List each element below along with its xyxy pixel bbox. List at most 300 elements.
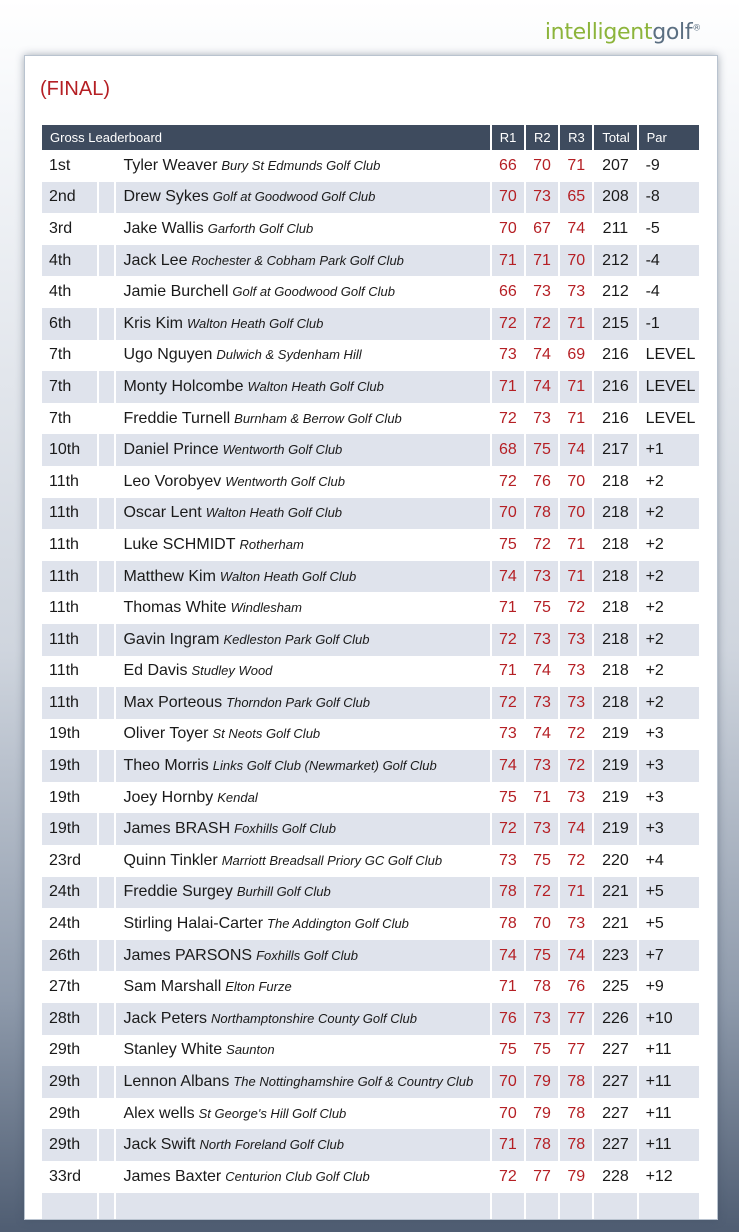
player-name: Monty Holcombe [123,377,244,395]
round3-score: 73 [560,908,592,940]
position-cell: 2nd [42,182,97,214]
par-score: +3 [639,719,699,751]
total-score: 227 [594,1129,636,1161]
player-name: Jake Wallis [123,219,204,237]
position-cell: 11th [42,466,97,498]
round2-score: 74 [526,371,558,403]
player-cell [116,750,489,782]
round2-score: 75 [526,940,558,972]
round1-score: 71 [492,1129,524,1161]
position-cell: 11th [42,624,97,656]
table-row [42,561,699,593]
spacer-cell [99,561,114,593]
club-name: Kendal [217,789,258,805]
round2-score: 73 [526,276,558,308]
player-cell [116,971,489,1003]
player-name: Leo Vorobyev [123,472,222,490]
player-name: Alex wells [123,1104,195,1122]
table-row [42,845,699,877]
total-score: 219 [594,719,636,751]
player-cell [116,908,489,940]
club-name: Kedleston Park Golf Club [223,631,370,647]
position-cell: 24th [42,908,97,940]
round2-score: 79 [526,1066,558,1098]
spacer-cell [99,1161,114,1193]
player-cell [116,213,489,245]
par-score: +11 [639,1129,699,1161]
player-cell [116,656,489,688]
spacer-cell [99,498,114,530]
round3-score: 71 [560,529,592,561]
club-name: The Nottinghamshire Golf & Country Club [233,1074,474,1090]
table-row [42,182,699,214]
logo-part2: golf [652,20,693,45]
club-name: Garforth Golf Club [207,220,314,236]
player-name: Kris Kim [123,314,183,332]
par-score: LEVEL [639,371,699,403]
par-score: LEVEL [639,403,699,435]
table-row [42,150,699,182]
round2-score: 78 [526,498,558,530]
table-row [42,213,699,245]
club-name: Links Golf Club (Newmarket) Golf Club [212,758,437,774]
position-cell: 3rd [42,213,97,245]
round2-score: 75 [526,1035,558,1067]
round3-score: 72 [560,750,592,782]
table-row [42,371,699,403]
player-name: Gavin Ingram [123,630,220,648]
spacer-cell [99,213,114,245]
position-cell: 11th [42,656,97,688]
spacer-cell [99,845,114,877]
round1-score: 72 [492,624,524,656]
round3-score: 77 [560,1003,592,1035]
player-cell [116,182,489,214]
round1-score: 78 [492,908,524,940]
player-cell [116,813,489,845]
position-cell: 7th [42,340,97,372]
position-cell: 23rd [42,845,97,877]
table-row [42,308,699,340]
total-score: 216 [594,403,636,435]
table-row [42,908,699,940]
round2-score: 78 [526,1129,558,1161]
position-cell: 19th [42,813,97,845]
total-score: 218 [594,466,636,498]
leaderboard-panel [24,55,718,1220]
logo-registered-mark: ® [692,23,701,34]
par-score: +11 [639,1035,699,1067]
round3-score: 72 [560,592,592,624]
spacer-cell [99,971,114,1003]
round3-score: 70 [560,466,592,498]
round1-score: 72 [492,308,524,340]
position-cell: 11th [42,592,97,624]
round1-score: 71 [492,656,524,688]
total-score: 219 [594,750,636,782]
round3-score: 71 [560,150,592,182]
par-score: +7 [639,940,699,972]
player-name: Tyler Weaver [123,156,218,174]
round1-score: 78 [492,877,524,909]
position-cell: 6th [42,308,97,340]
spacer-cell [99,340,114,372]
player-name: Oliver Toyer [123,725,209,743]
round3-score: 73 [560,624,592,656]
par-score: +2 [639,624,699,656]
table-row [42,750,699,782]
total-score: 227 [594,1098,636,1130]
club-name: Marriott Breadsall Priory GC Golf Club [221,852,443,868]
round3-score: 78 [560,1066,592,1098]
round1-score: 73 [492,340,524,372]
table-row [42,1161,699,1193]
spacer-cell [99,403,114,435]
spacer-cell [99,308,114,340]
player-cell [116,308,489,340]
par-score: -1 [639,308,699,340]
player-name: Jack Lee [123,251,188,269]
round2-score: 72 [526,529,558,561]
total-score: 218 [594,529,636,561]
par-score: +5 [639,908,699,940]
spacer-cell [99,1193,114,1220]
table-row [42,466,699,498]
spacer-cell [99,592,114,624]
table-row [42,1035,699,1067]
spacer-cell [99,276,114,308]
spacer-cell [99,1129,114,1161]
club-name: Centurion Club Golf Club [225,1168,370,1184]
player-cell [116,1066,489,1098]
player-name: Jack Peters [123,1009,208,1027]
club-name: Rotherham [239,536,304,552]
position-cell: 29th [42,1035,97,1067]
round3-score: 73 [560,276,592,308]
round2-score: 71 [526,245,558,277]
position-cell: 27th [42,971,97,1003]
round3-score: 71 [560,561,592,593]
player-cell [116,687,489,719]
table-row [42,940,699,972]
round1-score: 71 [492,971,524,1003]
round3-score: 76 [560,971,592,1003]
club-name: Foxhills Golf Club [234,821,337,837]
par-score: +10 [639,1003,699,1035]
par-score: +3 [639,750,699,782]
round3-score: 73 [560,782,592,814]
round3-score: 73 [560,687,592,719]
position-cell: 11th [42,561,97,593]
player-name: Sam Marshall [123,978,222,996]
table-row [42,1098,699,1130]
club-name: Windlesham [230,600,302,616]
player-cell [116,371,489,403]
player-name: Joey Hornby [123,788,214,806]
total-score: 221 [594,877,636,909]
spacer-cell [99,1003,114,1035]
round3-score: 74 [560,434,592,466]
round2-score: 79 [526,1098,558,1130]
position-cell: 26th [42,940,97,972]
player-name: Lennon Albans [123,1073,230,1091]
club-name: Elton Furze [225,979,292,995]
total-score: 219 [594,782,636,814]
player-name: Stanley White [123,1041,223,1059]
round1-score: 70 [492,1066,524,1098]
player-name: James BRASH [123,820,231,838]
par-score: -5 [639,213,699,245]
table-row [42,687,699,719]
leaderboard-body [42,150,699,1220]
total-score: 219 [594,813,636,845]
total-score [594,1193,636,1220]
position-cell: 11th [42,529,97,561]
table-row [42,877,699,909]
position-cell: 29th [42,1066,97,1098]
player-cell [116,624,489,656]
total-score: 228 [594,1161,636,1193]
round2-score: 75 [526,434,558,466]
spacer-cell [99,434,114,466]
round2-score: 67 [526,213,558,245]
round2-score: 70 [526,908,558,940]
club-name: The Addington Golf Club [267,916,409,932]
total-score: 216 [594,371,636,403]
total-score: 220 [594,845,636,877]
table-row [42,245,699,277]
round1-score: 66 [492,150,524,182]
player-cell [116,498,489,530]
par-score: +3 [639,813,699,845]
player-cell [116,940,489,972]
round3-score: 74 [560,813,592,845]
round1-score: 74 [492,561,524,593]
player-name: Freddie Turnell [123,409,231,427]
total-score: 212 [594,245,636,277]
par-score [639,1193,699,1220]
player-name: Ed Davis [123,662,188,680]
club-name: Burhill Golf Club [236,884,331,900]
round3-score: 74 [560,940,592,972]
spacer-cell [99,719,114,751]
round1-score: 68 [492,434,524,466]
round2-score: 73 [526,403,558,435]
par-score: +2 [639,656,699,688]
round1-score: 66 [492,276,524,308]
round1-score: 73 [492,719,524,751]
position-cell: 19th [42,719,97,751]
round2-score: 73 [526,561,558,593]
round2-score: 73 [526,1003,558,1035]
total-score: 218 [594,624,636,656]
player-cell [116,1035,489,1067]
player-cell [116,340,489,372]
round2-score: 74 [526,719,558,751]
club-name: Golf at Goodwood Golf Club [232,284,395,300]
table-row [42,498,699,530]
round1-score: 70 [492,213,524,245]
table-row [42,276,699,308]
total-score: 227 [594,1035,636,1067]
round3-score: 74 [560,213,592,245]
round1-score: 71 [492,245,524,277]
par-score: +1 [639,434,699,466]
player-name: Thomas White [123,599,227,617]
position-cell: 7th [42,371,97,403]
round3-score: 69 [560,340,592,372]
par-score: LEVEL [639,340,699,372]
round3-score: 77 [560,1035,592,1067]
player-cell [116,150,489,182]
header-par: Par [639,125,699,150]
round2-score: 71 [526,782,558,814]
spacer-cell [99,371,114,403]
round1-score: 70 [492,1098,524,1130]
club-name: Walton Heath Golf Club [187,315,324,331]
player-name: James PARSONS [123,946,253,964]
round2-score: 73 [526,182,558,214]
player-name: Jack Swift [123,1136,196,1154]
round3-score: 70 [560,245,592,277]
player-cell [116,466,489,498]
position-cell: 29th [42,1129,97,1161]
player-name: Ugo Nguyen [123,346,213,364]
player-cell [116,434,489,466]
par-score: +11 [639,1066,699,1098]
round3-score: 72 [560,719,592,751]
round2-score: 77 [526,1161,558,1193]
total-score: 207 [594,150,636,182]
par-score: +2 [639,529,699,561]
round2-score: 78 [526,971,558,1003]
club-name: Northamptonshire County Golf Club [211,1010,417,1026]
round1-score: 70 [492,182,524,214]
round3-score: 71 [560,308,592,340]
player-cell [116,845,489,877]
club-name: Wentworth Golf Club [222,442,343,458]
player-cell [116,561,489,593]
table-row [42,719,699,751]
club-name: Bury St Edmunds Golf Club [221,157,381,173]
par-score: +5 [639,877,699,909]
round3-score: 71 [560,371,592,403]
total-score: 221 [594,908,636,940]
player-name: Daniel Prince [123,441,219,459]
player-name: Max Porteous [123,693,223,711]
total-score: 211 [594,213,636,245]
spacer-cell [99,245,114,277]
logo-part1: intelligent [544,20,653,45]
round3-score [560,1193,592,1220]
intelligentgolf-logo [545,20,701,45]
player-cell [116,592,489,624]
player-cell [116,403,489,435]
round1-score: 72 [492,813,524,845]
club-name: Dulwich & Sydenham Hill [216,347,362,363]
club-name: Walton Heath Golf Club [205,505,343,521]
player-name: Luke SCHMIDT [123,535,236,553]
spacer-cell [99,908,114,940]
total-score: 225 [594,971,636,1003]
par-score: -9 [639,150,699,182]
position-cell: 4th [42,245,97,277]
spacer-cell [99,687,114,719]
position-cell: 28th [42,1003,97,1035]
spacer-cell [99,182,114,214]
club-name: Golf at Goodwood Golf Club [212,189,376,205]
round1-score: 72 [492,1161,524,1193]
total-score: 227 [594,1066,636,1098]
round2-score: 73 [526,813,558,845]
table-row [42,1003,699,1035]
position-cell: 1st [42,150,97,182]
round3-score: 71 [560,403,592,435]
club-name: North Foreland Golf Club [199,1137,344,1153]
table-row [42,1193,699,1220]
club-name: St George's Hill Golf Club [198,1105,347,1121]
player-cell [116,1161,489,1193]
total-score: 212 [594,276,636,308]
player-cell [116,1193,489,1220]
round1-score: 75 [492,529,524,561]
club-name: Saunton [226,1042,275,1058]
leaderboard-table [40,125,701,1220]
spacer-cell [99,529,114,561]
total-score: 223 [594,940,636,972]
table-row [42,403,699,435]
position-cell: 7th [42,403,97,435]
club-name: Rochester & Cobham Park Golf Club [191,252,404,268]
total-score: 226 [594,1003,636,1035]
spacer-cell [99,782,114,814]
round2-score: 72 [526,877,558,909]
total-score: 215 [594,308,636,340]
total-score: 218 [594,656,636,688]
par-score: +11 [639,1098,699,1130]
position-cell: 10th [42,434,97,466]
round1-score: 74 [492,750,524,782]
round2-score: 74 [526,656,558,688]
round3-score: 78 [560,1098,592,1130]
club-name: Wentworth Golf Club [225,473,345,489]
header-r3: R3 [560,125,592,150]
round3-score: 73 [560,656,592,688]
round1-score: 70 [492,498,524,530]
total-score: 218 [594,687,636,719]
par-score: +2 [639,592,699,624]
round1-score: 75 [492,1035,524,1067]
round2-score: 75 [526,845,558,877]
table-row [42,434,699,466]
club-name: Studley Wood [191,663,273,679]
table-header-row [42,125,699,150]
round2-score: 74 [526,340,558,372]
table-row [42,624,699,656]
round2-score: 76 [526,466,558,498]
par-score: +3 [639,782,699,814]
player-name: Jamie Burchell [123,283,229,301]
round3-score: 78 [560,1129,592,1161]
status-label: (FINAL) [40,78,110,100]
round2-score: 72 [526,308,558,340]
table-row [42,529,699,561]
round3-score: 71 [560,877,592,909]
total-score: 208 [594,182,636,214]
player-cell [116,719,489,751]
round3-score: 70 [560,498,592,530]
round1-score: 73 [492,845,524,877]
